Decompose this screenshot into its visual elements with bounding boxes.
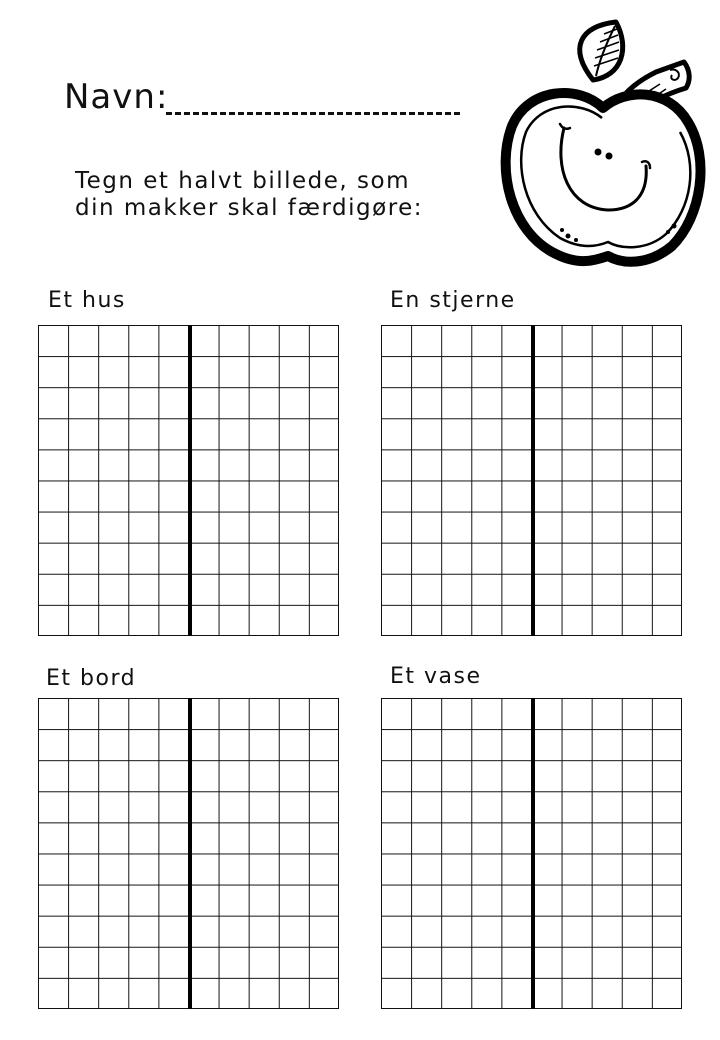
- name-label: Navn:: [64, 77, 169, 117]
- name-field-line[interactable]: [166, 112, 460, 115]
- grid-symmetry-line: [188, 325, 192, 636]
- section-label-vase: Et vase: [390, 664, 482, 689]
- section-label-table: Et bord: [46, 666, 137, 691]
- section-label-house: Et hus: [48, 288, 126, 313]
- section-label-star: En stjerne: [390, 288, 516, 313]
- instruction-line-2: din makker skal færdigøre:: [75, 195, 424, 221]
- apple-smiley-icon: [498, 18, 708, 270]
- instruction-line-1: Tegn et halvt billede, som: [75, 168, 411, 194]
- apple-eye-left: [595, 149, 602, 156]
- drawing-grid-vase[interactable]: [381, 698, 682, 1009]
- apple-leaf-icon: [580, 22, 623, 80]
- drawing-grid-table[interactable]: [38, 698, 339, 1009]
- drawing-grid-star[interactable]: [381, 325, 682, 636]
- drawing-grid-house[interactable]: [38, 325, 339, 636]
- grid-symmetry-line: [188, 698, 192, 1009]
- apple-eye-right: [606, 153, 613, 160]
- grid-symmetry-line: [531, 325, 535, 636]
- instruction-text: [75, 168, 455, 222]
- grid-symmetry-line: [531, 698, 535, 1009]
